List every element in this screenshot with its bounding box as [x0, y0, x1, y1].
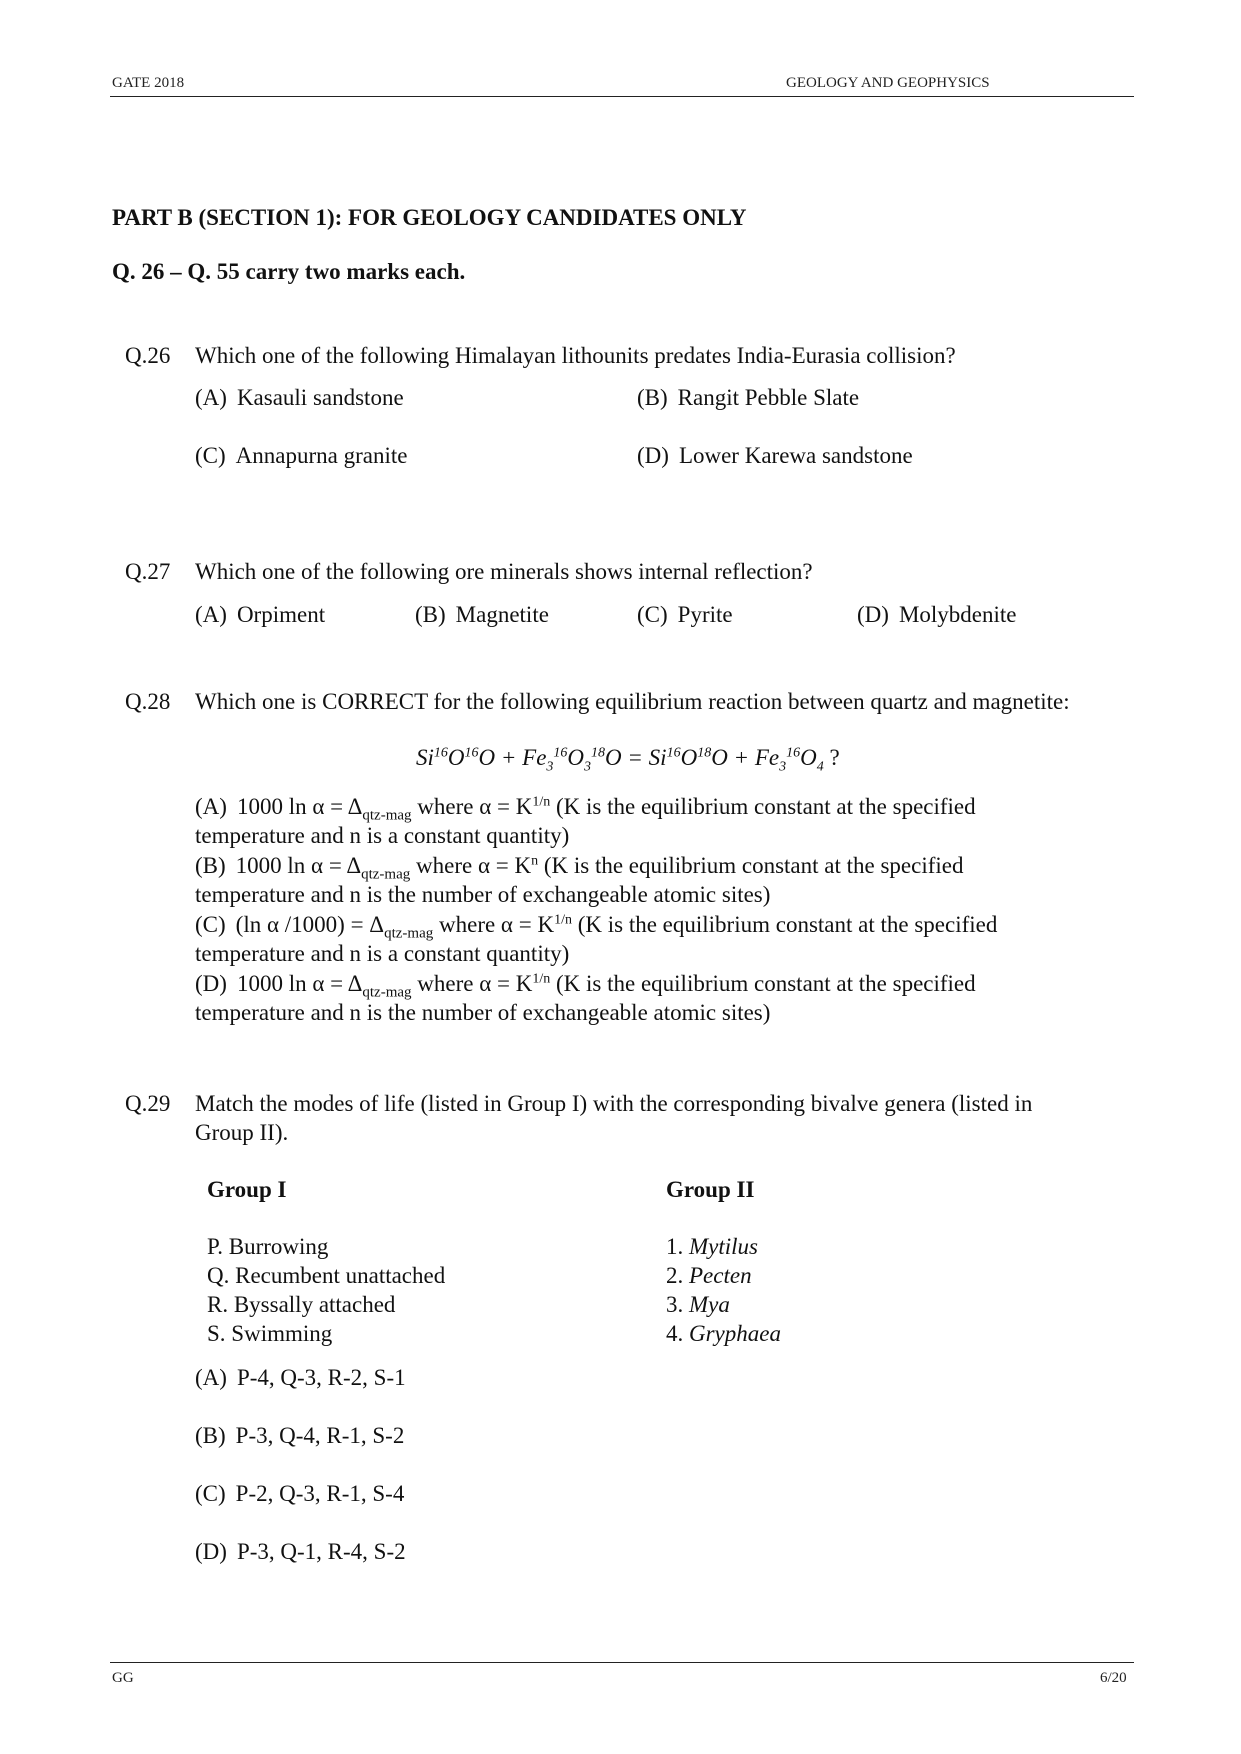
section-subtitle: Q. 26 – Q. 55 carry two marks each. — [112, 259, 466, 284]
header-rule — [110, 96, 1134, 97]
list-item: 1. Mytilus — [666, 1234, 758, 1259]
question-text: Which one of the following Himalayan lithounits predates India-Eurasia collision? — [195, 343, 956, 368]
footer-code: GG — [112, 1670, 134, 1686]
option-a: (A) Kasauli sandstone — [195, 385, 404, 410]
header-subject: GEOLOGY AND GEOPHYSICS — [786, 75, 990, 91]
list-item: Q. Recumbent unattached — [207, 1263, 446, 1288]
list-item: R. Byssally attached — [207, 1292, 396, 1317]
group-2-list — [666, 1232, 781, 1348]
footer-rule — [110, 1662, 1134, 1663]
option-a: (A) Orpiment — [195, 602, 326, 627]
group-2-title: Group II — [666, 1177, 755, 1202]
option-c: (C) Pyrite — [637, 602, 733, 627]
list-item: S. Swimming — [207, 1321, 333, 1346]
option-a: (A) P-4, Q-3, R-2, S-1 — [195, 1365, 406, 1390]
question-text: Which one is CORRECT for the following equilibrium reaction between quartz and magnetite: — [195, 689, 1070, 714]
header-exam: GATE 2018 — [112, 75, 185, 91]
page-number: 6/20 — [1100, 1670, 1127, 1686]
option-c: (C) P-2, Q-3, R-1, S-4 — [195, 1481, 405, 1506]
group-1-list — [207, 1232, 445, 1348]
question-number: Q.27 — [125, 559, 171, 584]
option-b: (B) Rangit Pebble Slate — [637, 385, 860, 410]
option-b: (B) 1000 $\ln \alpha = \Delta_{qtz-mag}$ where $\alpha = K^n$ (K is the equilibrium constant at the specified temperature and n is the number of exchangeable atomic sites) — [195, 853, 964, 907]
option-d: (D) P-3, Q-1, R-4, S-2 — [195, 1539, 406, 1564]
question-text: Match the modes of life (listed in Group I) with the corresponding bivalve genera (listed in Group II). — [195, 1091, 1033, 1145]
question-number: Q.29 — [125, 1091, 171, 1116]
option-d: (D) Molybdenite — [857, 602, 1017, 627]
question-number: Q.26 — [125, 343, 171, 368]
option-a: (A) 1000 $\ln \alpha = \Delta_{qtz-mag}$ where $\alpha = K^{1/n}$ (K is the equilibrium constant at the specified temperature and n is a constant quantity) — [195, 794, 976, 848]
option-d: (D) 1000 $\ln \alpha = \Delta_{qtz-mag}$ where $\alpha = K^{1/n}$ (K is the equilibrium constant at the specified temperature and n is the number of exchangeable atomic sites) — [195, 971, 976, 1025]
list-item: 3. Mya — [666, 1292, 730, 1317]
reaction-equation: $Si^{16}O^{16}O + Fe_3^{16}O_3^{18}O = Si^{16}O^{18}O + Fe_3^{16}O_4$ ? — [416, 745, 840, 775]
option-b: (B) Magnetite — [415, 602, 549, 627]
option-d: (D) Lower Karewa sandstone — [637, 443, 913, 468]
option-c: (C) Annapurna granite — [195, 443, 408, 468]
section-title: PART B (SECTION 1): FOR GEOLOGY CANDIDATES ONLY — [112, 205, 747, 230]
option-c: (C) (ln α $/1000) = \Delta_{qtz-mag}$ where $\alpha = K^{1/n}$ (K is the equilibrium constant at the specified temperature and n is a constant quantity) — [195, 912, 998, 966]
list-item: 2. Pecten — [666, 1263, 752, 1288]
question-number: Q.28 — [125, 689, 171, 714]
question-text: Which one of the following ore minerals shows internal reflection? — [195, 559, 813, 584]
option-b: (B) P-3, Q-4, R-1, S-2 — [195, 1423, 405, 1448]
list-item: 4. Gryphaea — [666, 1321, 781, 1346]
group-1-title: Group I — [207, 1177, 287, 1202]
list-item: P. Burrowing — [207, 1234, 329, 1259]
